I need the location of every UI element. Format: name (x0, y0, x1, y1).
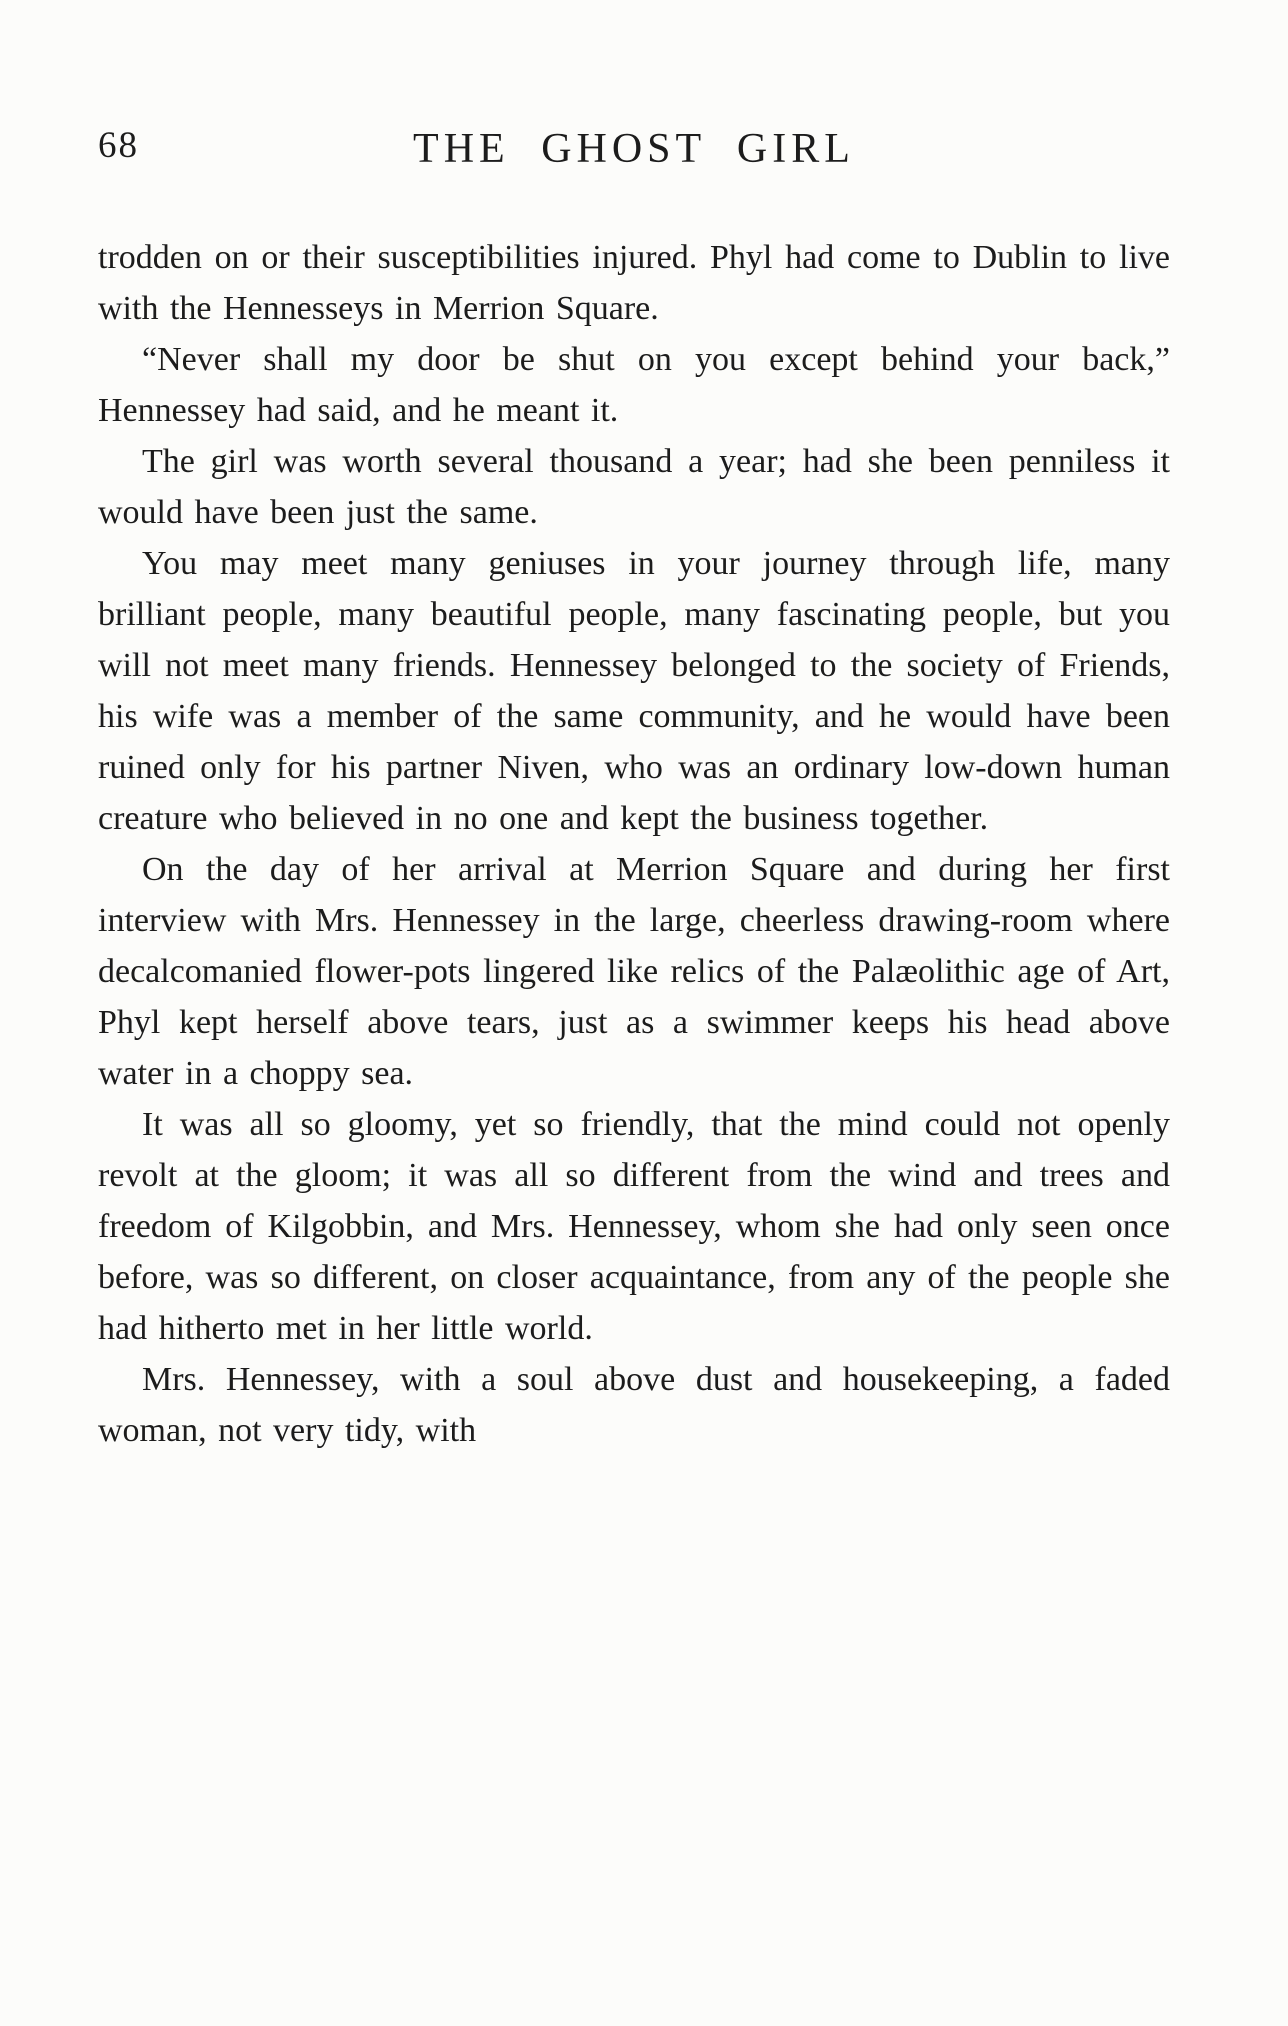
paragraph: On the day of her arrival at Merrion Square and during her first interview with Mrs. Hennessey in the large, cheerless drawing-room where decalcomanied flower-pots lingered like relics of the Palæolithic age of Art, Phyl kept herself above tears, just as a swimmer keeps his head above water in a choppy sea. (98, 851, 1170, 1092)
page-header (98, 118, 1170, 180)
page-body (98, 232, 1170, 1456)
paragraph: It was all so gloomy, yet so friendly, that the mind could not openly revolt at the gloom; it was all so different from the wind and trees and freedom of Kilgobbin, and Mrs. Hennessey, whom she had only seen once before, was so different, on closer acquaintance, from any of the people she had hitherto met in her little world. (98, 1106, 1170, 1347)
paragraph: “Never shall my door be shut on you except behind your back,” Hennessey had said, and he meant it. (98, 341, 1170, 429)
paragraph: The girl was worth several thousand a year; had she been penniless it would have been just the same. (98, 443, 1170, 531)
paragraph: You may meet many geniuses in your journey through life, many brilliant people, many beautiful people, many fascinating people, but you will not meet many friends. Hennessey belonged to the society of Friends, his wife was a member of the same community, and he would have been ruined only for his partner Niven, who was an ordinary low-down human creature who believed in no one and kept the business together. (98, 545, 1170, 837)
paragraph: Mrs. Hennessey, with a soul above dust and housekeeping, a faded woman, not very tidy, with (98, 1361, 1170, 1449)
running-title: THE GHOST GIRL (413, 126, 855, 172)
page-number: 68 (98, 125, 139, 166)
paragraph: trodden on or their susceptibilities injured. Phyl had come to Dublin to live with the Hennesseys in Merrion Square. (98, 239, 1170, 327)
